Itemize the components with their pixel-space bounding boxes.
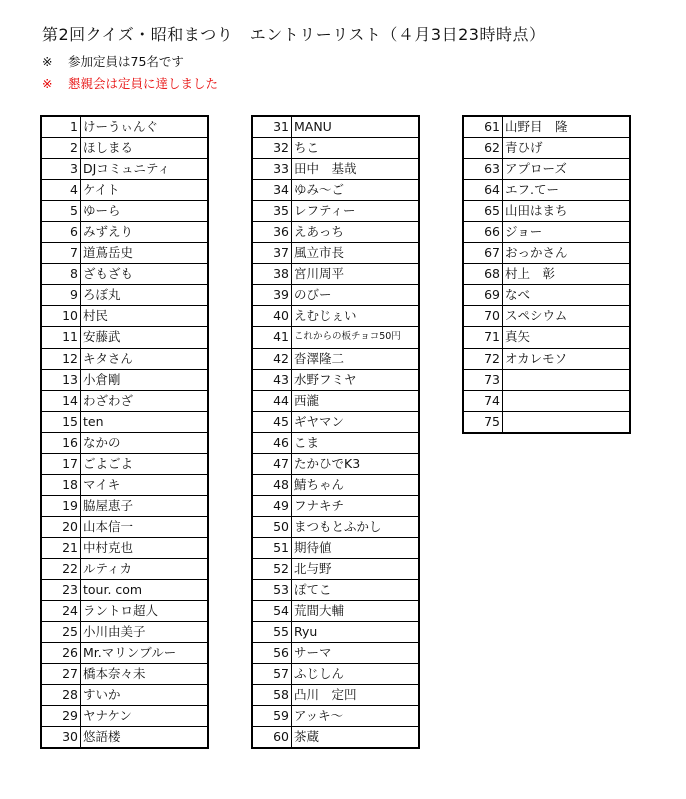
entry-number: 16 bbox=[41, 432, 81, 453]
entry-number: 38 bbox=[252, 264, 292, 285]
entry-name: フナキチ bbox=[292, 495, 420, 516]
entry-name: MANU bbox=[292, 116, 420, 138]
entry-number: 27 bbox=[41, 664, 81, 685]
entry-name: 茶蔵 bbox=[292, 727, 420, 749]
entry-name: まつもとふかし bbox=[292, 516, 420, 537]
entry-name: 田中 基哉 bbox=[292, 159, 420, 180]
table-row bbox=[463, 243, 630, 264]
entry-name: レフティー bbox=[292, 201, 420, 222]
table-row bbox=[252, 601, 419, 622]
table-row bbox=[41, 159, 208, 180]
table-row bbox=[41, 685, 208, 706]
table-row bbox=[41, 327, 208, 348]
entry-number: 46 bbox=[252, 432, 292, 453]
entry-number: 19 bbox=[41, 495, 81, 516]
table-row bbox=[41, 537, 208, 558]
entry-number: 47 bbox=[252, 453, 292, 474]
entry-number: 30 bbox=[41, 727, 81, 749]
entry-name: オカレモソ bbox=[503, 348, 631, 369]
entry-name: Mr.マリンブルー bbox=[81, 643, 209, 664]
table-row bbox=[41, 474, 208, 495]
entry-name: マイキ bbox=[81, 474, 209, 495]
entry-name: ざもざも bbox=[81, 264, 209, 285]
table-row bbox=[252, 390, 419, 411]
entry-name: 悠語楼 bbox=[81, 727, 209, 749]
entry-name: おっかさん bbox=[503, 243, 631, 264]
entry-table-31-60 bbox=[251, 115, 420, 749]
table-row bbox=[41, 664, 208, 685]
entry-name: tour. com bbox=[81, 580, 209, 601]
table-row bbox=[41, 643, 208, 664]
table-row bbox=[41, 622, 208, 643]
table-row bbox=[463, 411, 630, 433]
entry-name: えむじぇい bbox=[292, 306, 420, 327]
entry-number: 6 bbox=[41, 222, 81, 243]
entry-name: これからの板チョコ50円 bbox=[292, 327, 420, 348]
entry-number: 29 bbox=[41, 706, 81, 727]
entry-number: 56 bbox=[252, 643, 292, 664]
entry-name: 西瀧 bbox=[292, 390, 420, 411]
table-row bbox=[463, 327, 630, 348]
table-row bbox=[41, 306, 208, 327]
table-row bbox=[463, 390, 630, 411]
entry-number: 39 bbox=[252, 285, 292, 306]
entry-number: 58 bbox=[252, 685, 292, 706]
table-row bbox=[463, 201, 630, 222]
table-row bbox=[252, 306, 419, 327]
note-mark: ※ bbox=[42, 76, 53, 91]
entry-number: 11 bbox=[41, 327, 81, 348]
entry-number: 49 bbox=[252, 495, 292, 516]
table-row bbox=[41, 348, 208, 369]
entry-name: アプローズ bbox=[503, 159, 631, 180]
entry-name: ゆみ～ご bbox=[292, 180, 420, 201]
entry-number: 4 bbox=[41, 180, 81, 201]
table-row bbox=[463, 369, 630, 390]
table-row bbox=[41, 706, 208, 727]
table-row bbox=[252, 516, 419, 537]
entry-name: 荒間大輔 bbox=[292, 601, 420, 622]
entry-number: 22 bbox=[41, 558, 81, 579]
entry-name: 北与野 bbox=[292, 558, 420, 579]
entry-name: ごよごよ bbox=[81, 453, 209, 474]
entry-name: なかの bbox=[81, 432, 209, 453]
entry-name: サーマ bbox=[292, 643, 420, 664]
entry-number: 65 bbox=[463, 201, 503, 222]
entry-name: ケイト bbox=[81, 180, 209, 201]
entry-number: 17 bbox=[41, 453, 81, 474]
entry-name: エフ.てー bbox=[503, 180, 631, 201]
note-mark: ※ bbox=[42, 54, 53, 69]
entry-number: 73 bbox=[463, 369, 503, 390]
entry-name: けーうぃんぐ bbox=[81, 116, 209, 138]
entry-number: 72 bbox=[463, 348, 503, 369]
table-row bbox=[41, 495, 208, 516]
entry-number: 52 bbox=[252, 558, 292, 579]
entry-number: 10 bbox=[41, 306, 81, 327]
entry-number: 5 bbox=[41, 201, 81, 222]
entry-number: 31 bbox=[252, 116, 292, 138]
entry-number: 64 bbox=[463, 180, 503, 201]
entry-name: 小倉剛 bbox=[81, 369, 209, 390]
entry-name: DJコミュニティ bbox=[81, 159, 209, 180]
table-row bbox=[41, 453, 208, 474]
entry-number: 2 bbox=[41, 138, 81, 159]
entry-number: 67 bbox=[463, 243, 503, 264]
entry-name: ぽてこ bbox=[292, 580, 420, 601]
entry-number: 63 bbox=[463, 159, 503, 180]
table-row bbox=[252, 453, 419, 474]
entry-name: たかひでK3 bbox=[292, 453, 420, 474]
entry-number: 32 bbox=[252, 138, 292, 159]
entry-name: ルティカ bbox=[81, 558, 209, 579]
table-row bbox=[463, 138, 630, 159]
entry-name: 脇屋恵子 bbox=[81, 495, 209, 516]
table-row bbox=[41, 222, 208, 243]
table-row bbox=[252, 474, 419, 495]
table-row bbox=[41, 369, 208, 390]
table-row bbox=[252, 685, 419, 706]
entry-name: のびー bbox=[292, 285, 420, 306]
table-row bbox=[463, 222, 630, 243]
table-row bbox=[463, 116, 630, 138]
table-row bbox=[252, 180, 419, 201]
entry-number: 41 bbox=[252, 327, 292, 348]
entry-number: 74 bbox=[463, 390, 503, 411]
page-title: 第2回クイズ・昭和まつり エントリーリスト（４月3日23時時点） bbox=[42, 25, 546, 44]
entry-number: 12 bbox=[41, 348, 81, 369]
table-row bbox=[252, 706, 419, 727]
entry-number: 50 bbox=[252, 516, 292, 537]
entry-number: 69 bbox=[463, 285, 503, 306]
entry-number: 60 bbox=[252, 727, 292, 749]
table-row bbox=[252, 243, 419, 264]
table-row bbox=[252, 727, 419, 749]
entry-number: 43 bbox=[252, 369, 292, 390]
entry-name: えあっち bbox=[292, 222, 420, 243]
table-row bbox=[41, 601, 208, 622]
table-row bbox=[252, 580, 419, 601]
table-row bbox=[252, 664, 419, 685]
entry-number: 18 bbox=[41, 474, 81, 495]
table-row bbox=[252, 159, 419, 180]
table-row bbox=[463, 159, 630, 180]
entry-name: 期待値 bbox=[292, 537, 420, 558]
table-row bbox=[463, 348, 630, 369]
entry-name: なべ bbox=[503, 285, 631, 306]
table-row bbox=[41, 516, 208, 537]
entry-number: 28 bbox=[41, 685, 81, 706]
entry-table-1-30 bbox=[40, 115, 209, 749]
entry-name bbox=[503, 390, 631, 411]
entry-name: ふじしん bbox=[292, 664, 420, 685]
entry-name: すいか bbox=[81, 685, 209, 706]
entry-number: 8 bbox=[41, 264, 81, 285]
entry-name: 中村克也 bbox=[81, 537, 209, 558]
entry-name: 村民 bbox=[81, 306, 209, 327]
entry-number: 70 bbox=[463, 306, 503, 327]
entry-number: 71 bbox=[463, 327, 503, 348]
entry-number: 15 bbox=[41, 411, 81, 432]
entry-name: ギヤマン bbox=[292, 411, 420, 432]
entry-number: 42 bbox=[252, 348, 292, 369]
table-row bbox=[41, 558, 208, 579]
table-row bbox=[463, 306, 630, 327]
entry-number: 40 bbox=[252, 306, 292, 327]
table-row bbox=[41, 201, 208, 222]
entry-name: ジョー bbox=[503, 222, 631, 243]
entry-name: ゆーら bbox=[81, 201, 209, 222]
table-row bbox=[252, 432, 419, 453]
entry-number: 51 bbox=[252, 537, 292, 558]
entry-name: Ryu bbox=[292, 622, 420, 643]
entry-number: 21 bbox=[41, 537, 81, 558]
entry-number: 75 bbox=[463, 411, 503, 433]
table-row bbox=[41, 580, 208, 601]
table-row bbox=[463, 264, 630, 285]
entry-name: わざわざ bbox=[81, 390, 209, 411]
table-row bbox=[252, 285, 419, 306]
table-row bbox=[41, 180, 208, 201]
table-row bbox=[252, 201, 419, 222]
entry-name bbox=[503, 369, 631, 390]
entry-number: 14 bbox=[41, 390, 81, 411]
entry-name: 水野フミヤ bbox=[292, 369, 420, 390]
party-full-note bbox=[42, 74, 218, 92]
entry-number: 54 bbox=[252, 601, 292, 622]
entry-number: 53 bbox=[252, 580, 292, 601]
capacity-note bbox=[42, 52, 184, 70]
entry-number: 7 bbox=[41, 243, 81, 264]
entry-number: 61 bbox=[463, 116, 503, 138]
entry-name: 山田はまち bbox=[503, 201, 631, 222]
entry-name: 宮川周平 bbox=[292, 264, 420, 285]
entry-name: 山野目 隆 bbox=[503, 116, 631, 138]
entry-name: ちこ bbox=[292, 138, 420, 159]
entry-number: 45 bbox=[252, 411, 292, 432]
table-row bbox=[41, 390, 208, 411]
entry-name: こま bbox=[292, 432, 420, 453]
table-row bbox=[463, 285, 630, 306]
capacity-note-text: 参加定員は75名です bbox=[68, 54, 184, 69]
entry-number: 36 bbox=[252, 222, 292, 243]
entry-number: 33 bbox=[252, 159, 292, 180]
table-row bbox=[41, 727, 208, 749]
entry-name: アッキ～ bbox=[292, 706, 420, 727]
entry-number: 20 bbox=[41, 516, 81, 537]
table-row bbox=[41, 285, 208, 306]
entry-number: 23 bbox=[41, 580, 81, 601]
entry-name: ろぼ丸 bbox=[81, 285, 209, 306]
entry-number: 34 bbox=[252, 180, 292, 201]
table-row bbox=[252, 264, 419, 285]
entry-number: 62 bbox=[463, 138, 503, 159]
entry-name: 真矢 bbox=[503, 327, 631, 348]
entry-number: 68 bbox=[463, 264, 503, 285]
entry-name: キタさん bbox=[81, 348, 209, 369]
entry-name: 山本信一 bbox=[81, 516, 209, 537]
table-row bbox=[41, 138, 208, 159]
entry-number: 9 bbox=[41, 285, 81, 306]
entry-name: 鯖ちゃん bbox=[292, 474, 420, 495]
table-row bbox=[252, 622, 419, 643]
entry-name: 村上 彰 bbox=[503, 264, 631, 285]
entry-number: 37 bbox=[252, 243, 292, 264]
party-full-note-text: 懇親会は定員に達しました bbox=[68, 76, 219, 91]
entry-name: ヤナケン bbox=[81, 706, 209, 727]
entry-name: ラントロ超人 bbox=[81, 601, 209, 622]
table-row bbox=[41, 411, 208, 432]
table-row bbox=[252, 222, 419, 243]
entry-table-61-75 bbox=[462, 115, 631, 434]
table-row bbox=[41, 243, 208, 264]
table-row bbox=[252, 643, 419, 664]
entry-name: 青ひげ bbox=[503, 138, 631, 159]
table-row bbox=[41, 264, 208, 285]
table-row bbox=[41, 116, 208, 138]
entry-name: 小川由美子 bbox=[81, 622, 209, 643]
entry-number: 24 bbox=[41, 601, 81, 622]
table-row bbox=[252, 116, 419, 138]
table-row bbox=[252, 411, 419, 432]
entry-name: ten bbox=[81, 411, 209, 432]
table-row bbox=[41, 432, 208, 453]
entry-name: 橋本奈々未 bbox=[81, 664, 209, 685]
entry-name: スペシウム bbox=[503, 306, 631, 327]
entry-number: 55 bbox=[252, 622, 292, 643]
table-row bbox=[252, 348, 419, 369]
entry-number: 3 bbox=[41, 159, 81, 180]
entry-number: 1 bbox=[41, 116, 81, 138]
entry-number: 44 bbox=[252, 390, 292, 411]
entry-number: 13 bbox=[41, 369, 81, 390]
entry-number: 66 bbox=[463, 222, 503, 243]
entry-name: 道蔦岳史 bbox=[81, 243, 209, 264]
entry-name bbox=[503, 411, 631, 433]
entry-name: 沓澤隆二 bbox=[292, 348, 420, 369]
entry-name: みずえり bbox=[81, 222, 209, 243]
table-row bbox=[252, 558, 419, 579]
entry-number: 25 bbox=[41, 622, 81, 643]
table-row bbox=[252, 369, 419, 390]
entry-name: 安藤武 bbox=[81, 327, 209, 348]
entry-name: 凸川 定凹 bbox=[292, 685, 420, 706]
entry-name: ほしまる bbox=[81, 138, 209, 159]
entry-number: 35 bbox=[252, 201, 292, 222]
table-row bbox=[463, 180, 630, 201]
entry-name: 風立市長 bbox=[292, 243, 420, 264]
entry-number: 59 bbox=[252, 706, 292, 727]
entry-number: 57 bbox=[252, 664, 292, 685]
entry-number: 26 bbox=[41, 643, 81, 664]
table-row bbox=[252, 138, 419, 159]
entry-number: 48 bbox=[252, 474, 292, 495]
table-row bbox=[252, 537, 419, 558]
table-row bbox=[252, 495, 419, 516]
table-row bbox=[252, 327, 419, 348]
